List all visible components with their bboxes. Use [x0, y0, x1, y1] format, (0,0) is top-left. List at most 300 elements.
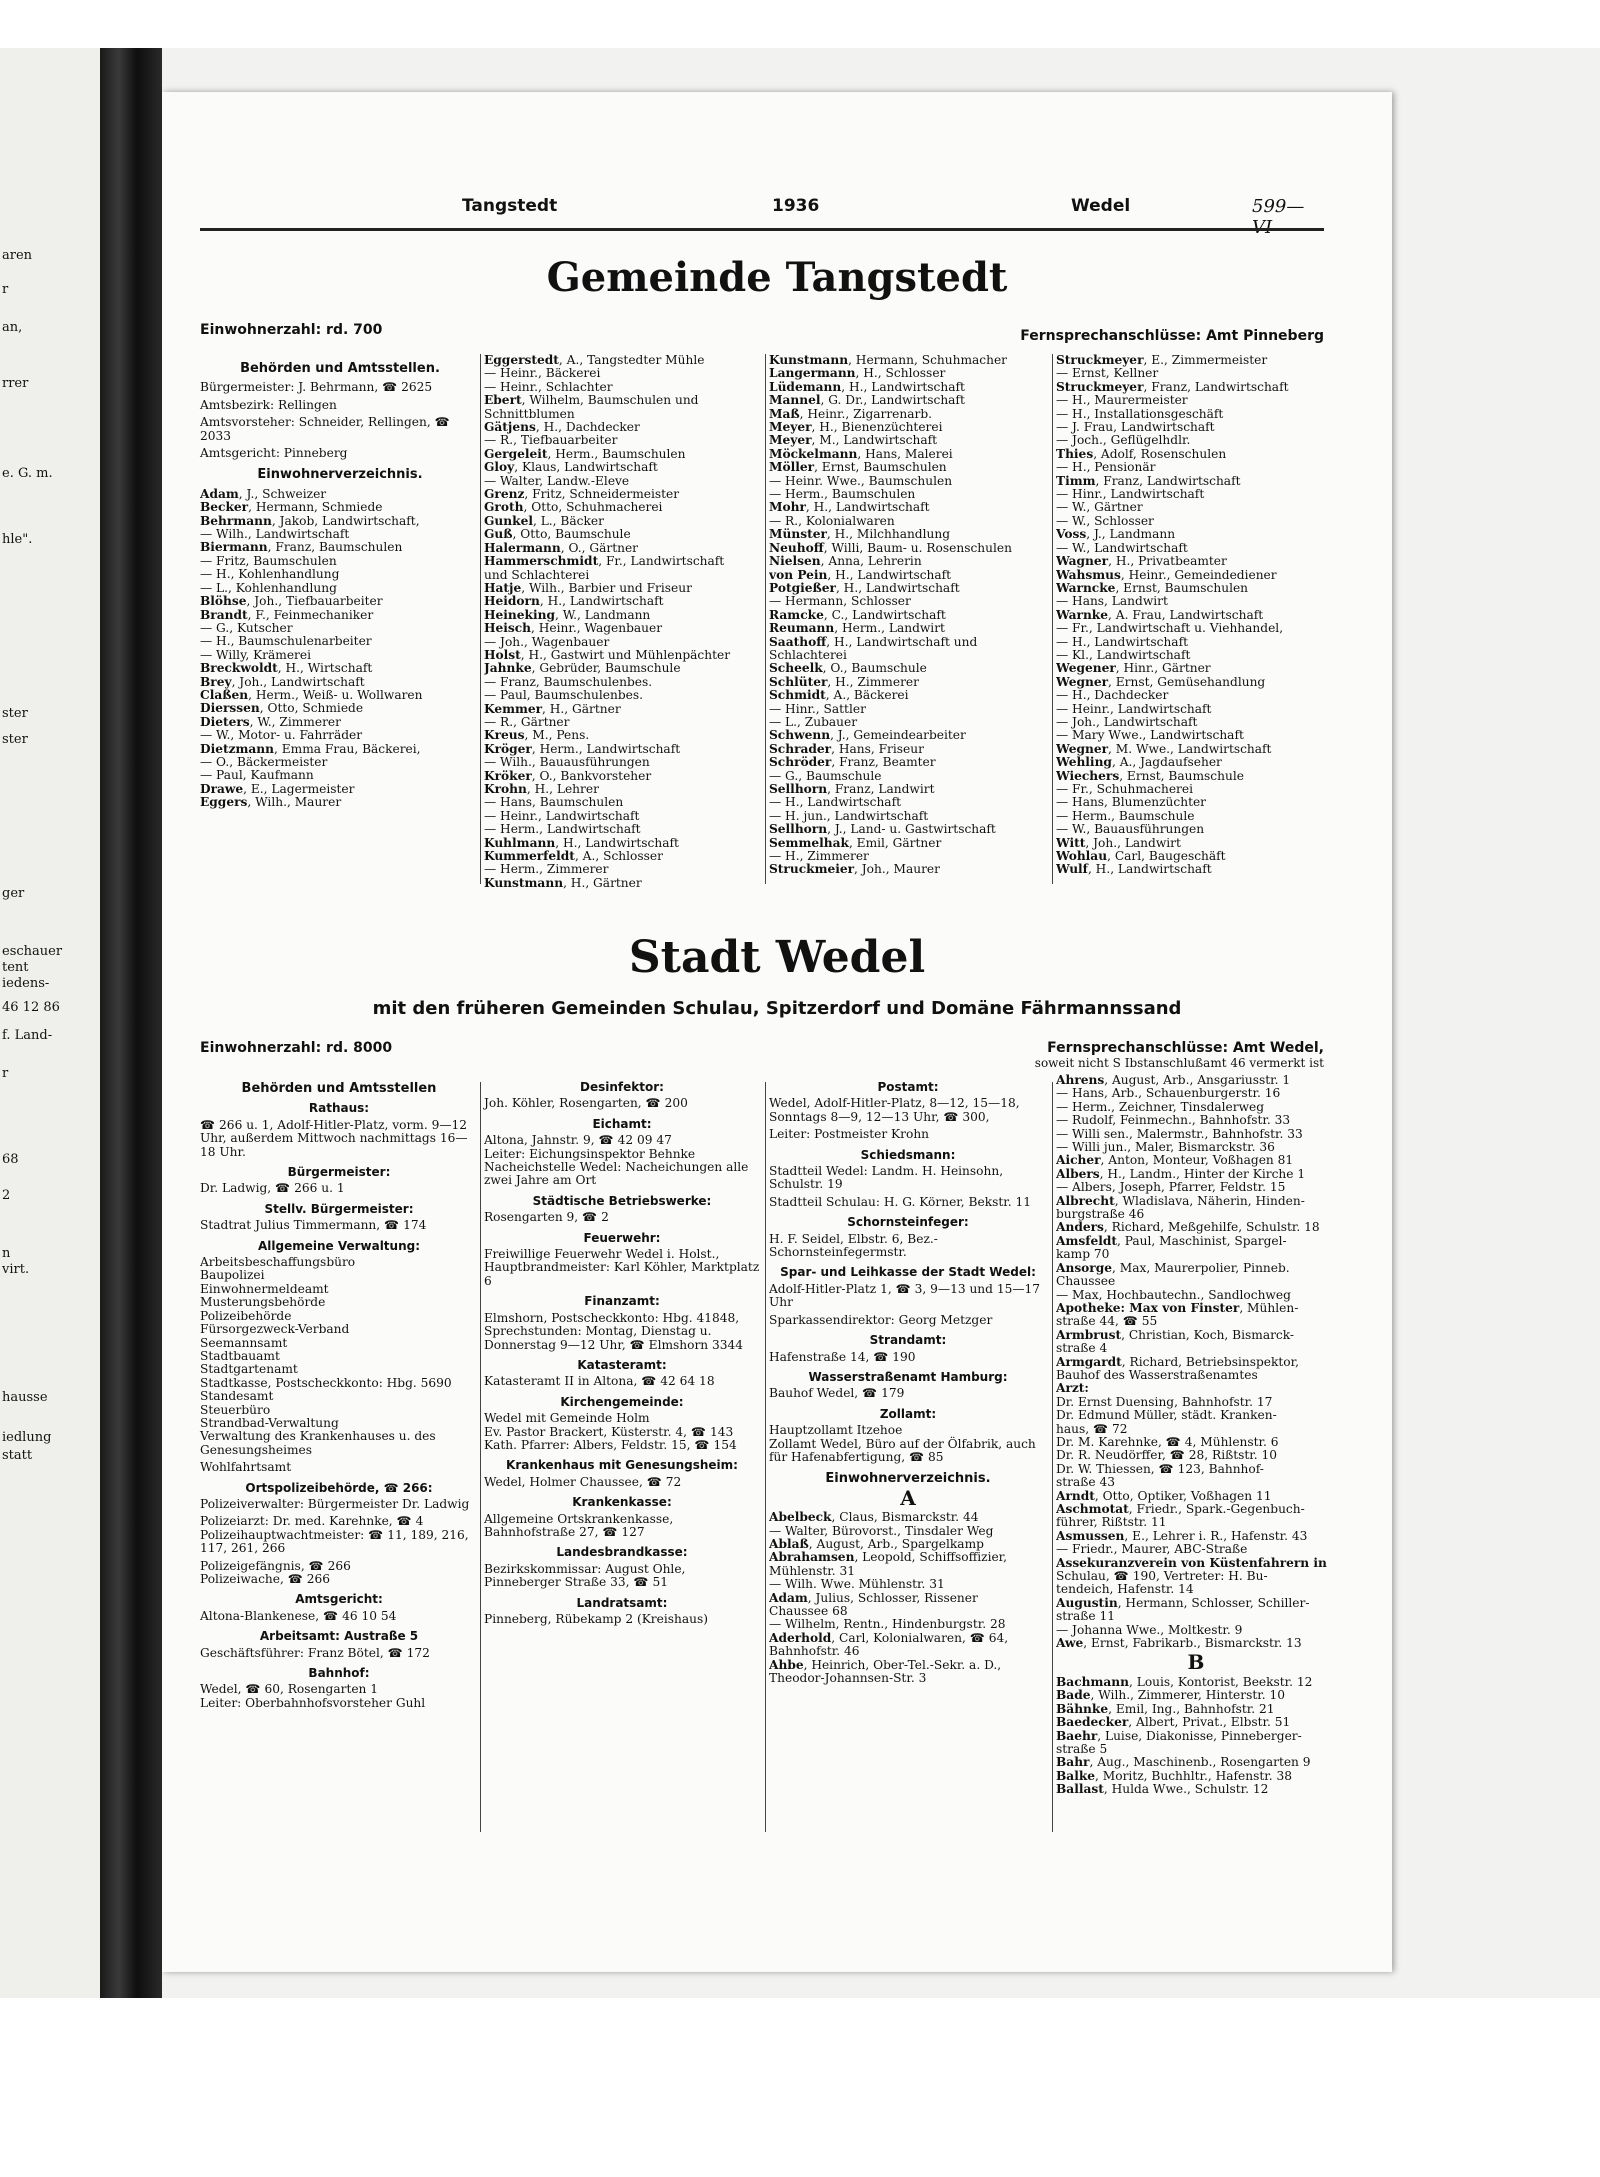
wedel-line: Musterungsbehörde: [200, 1296, 326, 1310]
tangstedt-entry: Eggerstedt, A., Tangstedter Mühle: [484, 354, 705, 367]
wedel-entry: Bahr, Aug., Maschinenb., Rosengarten 9: [1056, 1756, 1311, 1770]
wedel-entry: Anders, Richard, Meßgehilfe, Schulstr. 18: [1056, 1221, 1320, 1235]
wedel-entry: Dr. W. Thiessen, ☎ 123, Bahnhof-: [1056, 1462, 1264, 1476]
wedel-entry: Awe, Ernst, Fabrikarb., Bismarckstr. 13: [1056, 1637, 1302, 1651]
wedel-entry: — Hans, Arb., Schauenburgerstr. 16: [1056, 1087, 1281, 1101]
tangstedt-entry: Schwenn, J., Gemeindearbeiter: [769, 729, 966, 743]
tangstedt-title: Gemeinde Tangstedt: [546, 254, 1008, 301]
tangstedt-entry: Schlachterei: [769, 648, 847, 662]
wedel-subheading: Rathaus:: [308, 1101, 370, 1116]
tangstedt-entry: Brey, Joh., Landwirtschaft: [200, 675, 365, 689]
tangstedt-entry: — Heinr., Schlachter: [484, 380, 613, 394]
tangstedt-entry: — W., Motor- u. Fahrräder: [200, 729, 363, 743]
wedel-line: Standesamt: [200, 1390, 274, 1404]
tangstedt-entry: Eggers, Wilh., Maurer: [200, 796, 342, 810]
wedel-entry: Ansorge, Max, Maurerpolier, Pinneb.: [1056, 1261, 1290, 1275]
wedel-subheading: Kirchengemeinde:: [560, 1394, 684, 1409]
wedel-line: Kath. Pfarrer: Albers, Feldstr. 15, ☎ 154: [484, 1438, 737, 1452]
tangstedt-entry: — W., Gärtner: [1056, 501, 1143, 515]
wedel-entry: Ballast, Hulda Wwe., Schulstr. 12: [1056, 1783, 1269, 1797]
wedel-letter-heading: A: [900, 1485, 916, 1510]
tangstedt-entry: Krohn, H., Lehrer: [484, 783, 599, 796]
wedel-paragraph: Hafenstraße 14, ☎ 190: [769, 1349, 916, 1364]
page-number: 599—: [1252, 196, 1305, 217]
tangstedt-entry: Schrader, Hans, Friseur: [769, 742, 924, 756]
previous-page-text: an,: [2, 320, 23, 335]
wedel-entry: Chaussee 68: [769, 1605, 848, 1618]
wedel-subheading: Postamt:: [877, 1080, 939, 1094]
tangstedt-paragraph: Amtsvorsteher: Schneider, Rellingen, ☎ 2033: [200, 415, 450, 443]
previous-page-text: ster: [2, 732, 28, 747]
column-divider: [765, 354, 766, 884]
tangstedt-entry: Jahnke, Gebrüder, Baumschule: [484, 662, 681, 676]
wedel-line: Altona, Jahnstr. 9, ☎ 42 09 47: [484, 1134, 672, 1148]
wedel-paragraph: Freiwillige Feuerwehr Wedel i. Holst., Hauptbrandmeister: Karl Köhler, Marktplatz 6: [484, 1247, 760, 1288]
previous-page-text: f. Land-: [2, 1028, 53, 1043]
tangstedt-entry: Ramcke, C., Landwirtschaft: [769, 608, 946, 622]
tangstedt-entry: — Ernst, Kellner: [1056, 367, 1159, 381]
tangstedt-entry: Kröker, O., Bankvorsteher: [484, 769, 652, 783]
tangstedt-entry: Hatje, Wilh., Barbier und Friseur: [484, 581, 692, 595]
tangstedt-entry: Kreus, M., Pens.: [484, 729, 590, 743]
wedel-subheading: Finanzamt:: [584, 1294, 660, 1309]
tangstedt-entry: Saathoff, H., Landwirtschaft und: [769, 635, 978, 649]
tangstedt-entry: — Fr., Landwirtschaft u. Viehhandel,: [1056, 622, 1284, 636]
tangstedt-column-2: [484, 354, 762, 890]
wedel-entry: — Willi jun., Maler, Bismarckstr. 36: [1056, 1141, 1275, 1155]
tangstedt-entry: — H., Dachdecker: [1056, 689, 1169, 703]
tangstedt-entry: — Paul, Kaufmann: [200, 769, 314, 783]
wedel-entry: — Friedr., Maurer, ABC-Straße: [1056, 1543, 1248, 1557]
tangstedt-entry: Dietzmann, Emma Frau, Bäckerei,: [200, 742, 421, 756]
tangstedt-entry: und Schlachterei: [484, 568, 590, 582]
tangstedt-entry: Biermann, Franz, Baumschulen: [200, 541, 403, 555]
wedel-line: Leiter: Postmeister Krohn: [769, 1128, 930, 1142]
tangstedt-entry: Kummerfeldt, A., Schlosser: [484, 850, 663, 864]
wedel-line: Steuerbüro: [200, 1403, 271, 1417]
previous-page-text: ger: [2, 886, 25, 901]
wedel-entry: — Walter, Bürovorst., Tinsdaler Weg: [769, 1524, 994, 1538]
previous-page-text: hausse: [2, 1390, 48, 1405]
tangstedt-entry: — R., Tiefbauarbeiter: [484, 434, 618, 448]
previous-page-text: 68: [2, 1152, 19, 1167]
tangstedt-entry: Heidorn, H., Landwirtschaft: [484, 595, 664, 609]
tangstedt-entry: — H., Zimmerer: [769, 850, 869, 864]
tangstedt-entry: — Willy, Krämerei: [200, 648, 311, 662]
previous-page-text: 46 12 86: [2, 1000, 60, 1015]
tangstedt-entry: Thies, Adolf, Rosenschulen: [1056, 447, 1227, 461]
tangstedt-entry: Sellhorn, Franz, Landwirt: [769, 783, 935, 796]
wedel-paragraph: Bauhof Wedel, ☎ 179: [769, 1386, 905, 1401]
previous-page-text: eschauer: [2, 944, 63, 959]
wedel-entry: — Wilh. Wwe. Mühlenstr. 31: [769, 1578, 945, 1592]
tangstedt-entry: Hammerschmidt, Fr., Landwirtschaft: [484, 555, 725, 569]
tangstedt-entry: Schnittblumen: [484, 407, 575, 421]
tangstedt-entry: — J. Frau, Landwirtschaft: [1056, 421, 1215, 435]
wedel-line: Pinneberg, Rübekamp 2 (Kreishaus): [484, 1613, 708, 1626]
column-divider: [1052, 354, 1053, 884]
tangstedt-entry: — Joh., Wagenbauer: [484, 635, 610, 649]
wedel-entry: Theodor-Johannsen-Str. 3: [769, 1672, 927, 1686]
wedel-entry: straße 11: [1056, 1610, 1115, 1624]
wedel-entry: Albers, H., Landm., Hinter der Kirche 1: [1056, 1167, 1306, 1181]
column-divider: [1052, 1082, 1053, 1832]
tangstedt-entry: Struckmeyer, Franz, Landwirtschaft: [1056, 380, 1289, 394]
tangstedt-entry: — O., Bäckermeister: [200, 755, 328, 769]
tangstedt-entry: — Hinr., Sattler: [769, 702, 866, 716]
tangstedt-entry: — H., Maurermeister: [1056, 394, 1188, 408]
tangstedt-entry: Adam, J., Schweizer: [200, 487, 327, 501]
wedel-phone-note: soweit nicht S Ibstanschlußamt 46 vermerkt ist: [1034, 1056, 1324, 1070]
tangstedt-entry: — W., Landwirtschaft: [1056, 541, 1188, 555]
wedel-column-1: [200, 1074, 478, 1710]
tangstedt-entry: Kröger, Herm., Landwirtschaft: [484, 742, 681, 756]
tangstedt-entry: — Heinr., Landwirtschaft: [484, 809, 640, 823]
tangstedt-entry: — Joh., Landwirtschaft: [1056, 715, 1198, 729]
tangstedt-entry: Maß, Heinr., Zigarrenarb.: [769, 407, 933, 421]
tangstedt-entry: Gloy, Klaus, Landwirtschaft: [484, 461, 658, 475]
tangstedt-entry: — Heinr., Landwirtschaft: [1056, 702, 1212, 716]
previous-page-text: r: [2, 282, 9, 297]
wedel-entry: Ahbe, Heinrich, Ober-Tel.-Sekr. a. D.,: [769, 1658, 1002, 1672]
wedel-entry: straße 44, ☎ 55: [1056, 1315, 1158, 1329]
wedel-entry: Ablaß, August, Arb., Spargelkamp: [769, 1537, 984, 1551]
wedel-subheading: Eichamt:: [592, 1116, 652, 1131]
tangstedt-entry: Gätjens, H., Dachdecker: [484, 421, 640, 435]
tangstedt-entry: Neuhoff, Willi, Baum- u. Rosenschulen: [769, 541, 1012, 555]
header-rule: [200, 228, 1324, 231]
wedel-entry: Arzt:: [1056, 1382, 1089, 1396]
tangstedt-entry: Möller, Ernst, Baumschulen: [769, 461, 947, 475]
wedel-line: Seemannsamt: [200, 1336, 288, 1350]
tangstedt-phone: Fernsprechanschlüsse: Amt Pinneberg: [1020, 328, 1324, 344]
tangstedt-entry: — L., Zubauer: [769, 715, 858, 729]
wedel-subheading: Wasserstraßenamt Hamburg:: [808, 1369, 1008, 1384]
tangstedt-entry: Halermann, O., Gärtner: [484, 541, 638, 555]
wedel-paragraph: Dr. Ladwig, ☎ 266 u. 1: [200, 1181, 345, 1196]
wedel-entry: Dr. Edmund Müller, städt. Kranken-: [1056, 1409, 1277, 1423]
tangstedt-entry: Wegener, Hinr., Gärtner: [1056, 662, 1211, 676]
tangstedt-entry: Dierssen, Otto, Schmiede: [200, 702, 364, 716]
tangstedt-entry: — Fritz, Baumschulen: [200, 554, 337, 568]
previous-page-text: 2: [2, 1188, 11, 1203]
wedel-subheading: Allgemeine Verwaltung:: [257, 1238, 421, 1253]
wedel-population: Einwohnerzahl: rd. 8000: [200, 1040, 393, 1056]
wedel-subheading: Ortspolizeibehörde, ☎ 266:: [245, 1480, 433, 1495]
wedel-entry: Dr. R. Neudörffer, ☎ 28, Rißtstr. 10: [1056, 1449, 1278, 1463]
tangstedt-entry: Wiechers, Ernst, Baumschule: [1056, 769, 1244, 783]
tangstedt-entry: — Heinr. Wwe., Baumschulen: [769, 474, 953, 488]
wedel-paragraph: Stadtrat Julius Timmermann, ☎ 174: [200, 1218, 427, 1233]
wedel-entry: Balke, Moritz, Buchhltr., Hafenstr. 38: [1056, 1769, 1292, 1783]
tangstedt-entry: Becker, Hermann, Schmiede: [200, 501, 383, 515]
wedel-subtitle: mit den früheren Gemeinden Schulau, Spitzerdorf und Domäne Fährmannssand: [372, 998, 1182, 1019]
header-year: 1936: [772, 196, 820, 216]
tangstedt-entry: Timm, Franz, Landwirtschaft: [1056, 474, 1241, 488]
tangstedt-entry: — Walter, Landw.-Eleve: [484, 474, 630, 488]
wedel-entry: tendeich, Hafenstr. 14: [1056, 1583, 1194, 1597]
wedel-paragraph: Stadtteil Schulau: H. G. Körner, Bekstr. 11: [769, 1194, 1031, 1209]
wedel-entry: Albrecht, Wladislava, Näherin, Hinden-: [1056, 1194, 1305, 1208]
tangstedt-entry: Langermann, H., Schlosser: [769, 367, 946, 381]
wedel-entry: — Rudolf, Feinmechn., Bahnhofstr. 33: [1056, 1114, 1291, 1128]
wedel-entry: Aschmotat, Friedr., Spark.-Gegenbuch-: [1056, 1503, 1305, 1516]
wedel-entry: Armbrust, Christian, Koch, Bismarck-: [1056, 1328, 1295, 1342]
wedel-line: Polizeibehörde: [200, 1309, 292, 1323]
tangstedt-entry: Möckelmann, Hans, Malerei: [769, 447, 953, 461]
tangstedt-entry: Dieters, W., Zimmerer: [200, 715, 341, 729]
tangstedt-entry: Lüdemann, H., Landwirtschaft: [769, 380, 965, 394]
wedel-entry: Armgardt, Richard, Betriebsinspektor,: [1056, 1355, 1299, 1369]
tangstedt-entry: Struckmeier, Joh., Maurer: [769, 863, 940, 877]
wedel-subheading: Desinfektor:: [580, 1080, 664, 1094]
tangstedt-entry: — Herm., Zimmerer: [484, 863, 609, 877]
tangstedt-entry: Wegner, M. Wwe., Landwirtschaft: [1056, 742, 1272, 756]
tangstedt-entry: — Hans, Landwirt: [1056, 595, 1168, 609]
tangstedt-entry: Warnke, A. Frau, Landwirtschaft: [1056, 608, 1264, 622]
tangstedt-entry: Nielsen, Anna, Lehrerin: [769, 555, 922, 569]
wedel-line: Stadtkasse, Postscheckkonto: Hbg. 5690: [200, 1376, 452, 1390]
tangstedt-entry: Semmelhak, Emil, Gärtner: [769, 836, 942, 850]
tangstedt-entry: Wegner, Ernst, Gemüsehandlung: [1056, 675, 1266, 689]
column-divider: [480, 1082, 481, 1832]
wedel-line: Arbeitsbeschaffungsbüro: [200, 1256, 356, 1270]
tangstedt-entry: Ebert, Wilhelm, Baumschulen und: [484, 394, 699, 408]
tangstedt-entry: — Franz, Baumschulenbes.: [484, 675, 653, 689]
wedel-subheading: Schornsteinfeger:: [847, 1215, 969, 1230]
tangstedt-entry: Schlüter, H., Zimmerer: [769, 675, 919, 689]
wedel-title: Stadt Wedel: [628, 932, 926, 983]
wedel-line: Fürsorgezweck-Verband: [200, 1323, 350, 1337]
tangstedt-entry: — H., Baumschulenarbeiter: [200, 635, 372, 649]
wedel-entry: Asmussen, E., Lehrer i. R., Hafenstr. 43: [1056, 1529, 1308, 1543]
tangstedt-entry: — Hermann, Schlosser: [769, 595, 911, 609]
previous-page-text: statt: [2, 1448, 33, 1463]
wedel-entry: — Herm., Zeichner, Tinsdalerweg: [1056, 1100, 1265, 1114]
tangstedt-entry: Schröder, Franz, Beamter: [769, 756, 936, 770]
previous-page-text: e. G. m.: [2, 466, 53, 481]
wedel-paragraph: Nacheichstelle Wedel: Nacheichungen alle zwei Jahre am Ort: [484, 1160, 749, 1188]
wedel-line: Polizeiwache, ☎ 266: [200, 1573, 331, 1586]
wedel-column-2: [484, 1074, 760, 1626]
wedel-column-3: [769, 1074, 1047, 1685]
wedel-paragraph: Allgemeine Ortskrankenkasse, Bahnhofstraße 27, ☎ 127: [484, 1511, 674, 1539]
wedel-paragraph: Wedel, Holmer Chaussee, ☎ 72: [484, 1474, 682, 1489]
tangstedt-entry: Witt, Joh., Landwirt: [1056, 836, 1181, 850]
wedel-entry: — Willi sen., Malermstr., Bahnhofstr. 33: [1056, 1127, 1303, 1141]
tangstedt-entry: Wagner, H., Privatbeamter: [1056, 555, 1227, 569]
wedel-line: Wedel, ☎ 60, Rosengarten 1: [200, 1683, 379, 1697]
previous-page-text: hle".: [2, 532, 33, 547]
previous-page-text: n: [2, 1246, 11, 1261]
wedel-paragraph: Geschäftsführer: Franz Bötel, ☎ 172: [200, 1645, 430, 1660]
wedel-paragraph: ☎ 266 u. 1, Adolf-Hitler-Platz, vorm. 9—12 Uhr, außerdem Mittwoch nachmittags 16—18 Uhr.: [200, 1117, 468, 1159]
wedel-entry: — Albers, Joseph, Pfarrer, Feldstr. 15: [1056, 1181, 1286, 1195]
tangstedt-entry: — R., Gärtner: [484, 715, 570, 729]
wedel-entry: Bähnke, Emil, Ing., Bahnhofstr. 21: [1056, 1702, 1275, 1716]
wedel-subheading: Krankenkasse:: [572, 1495, 672, 1510]
wedel-entry: — Johanna Wwe., Moltkestr. 9: [1056, 1623, 1243, 1637]
tangstedt-column-3: [769, 354, 1049, 877]
tangstedt-entry: Gergeleit, Herm., Baumschulen: [484, 447, 686, 461]
previous-page-text: rrer: [2, 376, 29, 391]
wedel-phone: Fernsprechanschlüsse: Amt Wedel,: [1047, 1040, 1324, 1056]
previous-page-text: virt.: [2, 1262, 30, 1277]
tangstedt-entry: Potgießer, H., Landwirtschaft: [769, 581, 960, 595]
tangstedt-entry: Voss, J., Landmann: [1056, 528, 1176, 542]
wedel-paragraph: Katasteramt II in Altona, ☎ 42 64 18: [484, 1374, 715, 1389]
wedel-paragraph: Elmshorn, Postscheckkonto: Hbg. 41848, Sprechstunden: Montag, Dienstag u. Donnerstag 9—12 Uhr, ☎ Elmshorn 3344: [484, 1310, 744, 1352]
wedel-entry: kamp 70: [1056, 1248, 1110, 1262]
tangstedt-entry: Münster, H., Milchhandlung: [769, 528, 951, 542]
wedel-subheading: Strandamt:: [869, 1333, 947, 1348]
wedel-line: Einwohnermeldeamt: [200, 1282, 329, 1296]
tangstedt-entry: Kunstmann, Hermann, Schuhmacher: [769, 354, 1008, 367]
book-spine: [100, 48, 162, 1998]
wedel-entry: Arndt, Otto, Optiker, Voßhagen 11: [1056, 1489, 1272, 1503]
wedel-entry: Dr. Ernst Duensing, Bahnhofstr. 17: [1056, 1395, 1273, 1409]
wedel-entry: Bade, Wilh., Zimmerer, Hinterstr. 10: [1056, 1689, 1285, 1703]
wedel-line: Sparkassendirektor: Georg Metzger: [769, 1313, 993, 1327]
tangstedt-entry: Kuhlmann, H., Landwirtschaft: [484, 836, 679, 850]
wedel-paragraph: Altona-Blankenese, ☎ 46 10 54: [200, 1608, 397, 1623]
tangstedt-entry: Wohlau, Carl, Baugeschäft: [1056, 850, 1226, 864]
tangstedt-entry: Mannel, G. Dr., Landwirtschaft: [769, 394, 965, 408]
header-left: Tangstedt: [462, 196, 558, 216]
wedel-line: Stadtgartenamt: [200, 1363, 298, 1377]
tangstedt-entry: — Herm., Baumschule: [1056, 809, 1195, 823]
tangstedt-entry: Claßen, Herm., Weiß- u. Wollwaren: [200, 688, 423, 702]
wedel-subheading: Landratsamt:: [576, 1595, 668, 1610]
tangstedt-entry: Heisch, Heinr., Wagenbauer: [484, 622, 663, 636]
wedel-entry: Baehr, Luise, Diakonisse, Pinneberger-: [1056, 1729, 1302, 1743]
wedel-entry: Abelbeck, Claus, Bismarckstr. 44: [769, 1511, 979, 1525]
wedel-entry: Baedecker, Albert, Privat., Elbstr. 51: [1056, 1716, 1291, 1730]
wedel-subheading: Städtische Betriebswerke:: [532, 1193, 712, 1208]
wedel-paragraph: Verwaltung des Krankenhauses u. des Genesungsheimes: [200, 1429, 436, 1457]
previous-page-text: r: [2, 1066, 9, 1081]
tangstedt-entry: — Herm., Baumschulen: [769, 488, 916, 502]
wedel-subheading: Feuerwehr:: [583, 1230, 661, 1245]
tangstedt-entry: Mohr, H., Landwirtschaft: [769, 501, 930, 515]
tangstedt-paragraph: Amtsgericht: Pinneberg: [200, 446, 348, 461]
wedel-line: Hauptzollamt Itzehoe: [769, 1424, 903, 1438]
wedel-entry: Amsfeldt, Paul, Maschinist, Spargel-: [1056, 1234, 1287, 1248]
tangstedt-entry: — W., Schlosser: [1056, 514, 1154, 528]
tangstedt-entry: Struckmeyer, E., Zimmermeister: [1056, 354, 1268, 367]
wedel-subheading: Arbeitsamt: Austraße 5: [259, 1629, 419, 1644]
wedel-paragraph: Bezirkskommissar: August Ohle, Pinneberger Straße 33, ☎ 51: [484, 1561, 686, 1590]
tangstedt-entry: Wulf, H., Landwirtschaft: [1056, 863, 1212, 877]
tangstedt-entry: — G., Kutscher: [200, 621, 293, 635]
wedel-line: Leiter: Oberbahnhofsvorsteher Guhl: [200, 1696, 426, 1710]
wedel-subheading: Amtsgericht:: [295, 1592, 383, 1607]
tangstedt-entry: — Mary Wwe., Landwirtschaft: [1056, 729, 1244, 743]
tangstedt-entry: — Joch., Geflügelhdlr.: [1056, 434, 1191, 448]
tangstedt-entry: Holst, H., Gastwirt und Mühlenpächter: [484, 648, 731, 662]
wedel-entry: — Wilhelm, Rentn., Hindenburgstr. 28: [769, 1618, 1006, 1632]
wedel-subheading: Krankenhaus mit Genesungsheim:: [506, 1458, 738, 1473]
tangstedt-entry: — Herm., Landwirtschaft: [484, 823, 641, 837]
wedel-line: Wohlfahrtsamt: [200, 1461, 292, 1475]
tangstedt-entry: — Wilh., Bauausführungen: [484, 756, 650, 770]
wedel-line: Polizeigefängnis, ☎ 266: [200, 1559, 351, 1573]
wedel-paragraph: H. F. Seidel, Elbstr. 6, Bez.-Schornsteinfegermstr.: [769, 1231, 938, 1260]
previous-page-text: iedlung: [2, 1430, 52, 1445]
wedel-entry: straße 43: [1056, 1476, 1115, 1490]
wedel-paragraph: Wedel, Adolf-Hitler-Platz, 8—12, 15—18, Sonntags 8—9, 12—13 Uhr, ☎ 300,: [769, 1096, 1020, 1124]
wedel-line: Polizeiarzt: Dr. med. Karehnke, ☎ 4: [200, 1515, 424, 1529]
wedel-entry: Aicher, Anton, Monteur, Voßhagen 81: [1056, 1154, 1294, 1168]
wedel-entry: Bachmann, Louis, Kontorist, Beekstr. 12: [1056, 1675, 1313, 1689]
tangstedt-entry: — Kl., Landwirtschaft: [1056, 648, 1191, 662]
wedel-entry: straße 5: [1056, 1742, 1108, 1756]
wedel-paragraph: Zollamt Wedel, Büro auf der Ölfabrik, auch für Hafenabfertigung, ☎ 85: [769, 1436, 1036, 1464]
tangstedt-entry: — L., Kohlenhandlung: [200, 581, 337, 595]
tangstedt-entry: Meyer, H., Bienenzüchterei: [769, 421, 943, 435]
tangstedt-entry: Wehling, A., Jagdaufseher: [1056, 756, 1222, 770]
tangstedt-column-4: [1056, 354, 1336, 877]
wedel-line: Leiter: Eichungsinspektor Behnke: [484, 1147, 696, 1161]
tangstedt-entry: Meyer, M., Landwirtschaft: [769, 434, 938, 448]
wedel-paragraph: Polizeihauptwachtmeister: ☎ 11, 189, 216, 117, 261, 266: [200, 1527, 469, 1556]
tangstedt-entry: — H., Pensionär: [1056, 461, 1156, 475]
tangstedt-entry: — R., Kolonialwaren: [769, 514, 895, 528]
tangstedt-entry: — W., Bauausführungen: [1056, 823, 1205, 837]
previous-page-text: iedens-: [2, 976, 50, 991]
wedel-paragraph: Adolf-Hitler-Platz 1, ☎ 3, 9—13 und 15—17 Uhr: [769, 1281, 1041, 1310]
tangstedt-column-1: [200, 354, 480, 810]
wedel-entry: Augustin, Hermann, Schlosser, Schiller-: [1056, 1596, 1310, 1610]
wedel-subheading: Spar- und Leihkasse der Stadt Wedel:: [780, 1265, 1036, 1280]
tangstedt-section-heading: Behörden und Amtsstellen.: [240, 361, 440, 376]
tangstedt-entry: Drawe, E., Lagermeister: [200, 782, 355, 796]
tangstedt-entry: Kunstmann, H., Gärtner: [484, 876, 642, 890]
document-page: [162, 92, 1392, 1972]
tangstedt-entry: — H., Kohlenhandlung: [200, 568, 340, 582]
wedel-entry: straße 4: [1056, 1342, 1108, 1356]
wedel-entry: Schulau, ☎ 190, Vertreter: H. Bu-: [1056, 1570, 1268, 1584]
column-divider: [765, 1082, 766, 1832]
tangstedt-entry: Guß, Otto, Baumschule: [484, 528, 631, 542]
wedel-entry: Abrahamsen, Leopold, Schiffsoffizier,: [769, 1551, 1008, 1565]
tangstedt-entry: Warncke, Ernst, Baumschulen: [1056, 581, 1249, 595]
wedel-section-heading: Behörden und Amtsstellen: [241, 1081, 437, 1096]
wedel-entry: Assekuranzverein von Küstenfahrern in: [1056, 1556, 1327, 1570]
previous-page-text: tent: [2, 960, 29, 975]
wedel-line: Ev. Pastor Brackert, Küsterstr. 4, ☎ 143: [484, 1425, 734, 1439]
wedel-subheading: Bahnhof:: [308, 1666, 370, 1681]
wedel-entry: Chaussee: [1056, 1275, 1116, 1289]
previous-page-text: aren: [2, 248, 33, 263]
wedel-line: Stadtbauamt: [200, 1349, 280, 1363]
tangstedt-entry: — Wilh., Landwirtschaft: [200, 528, 350, 542]
tangstedt-entry: Behrmann, Jakob, Landwirtschaft,: [200, 514, 420, 528]
wedel-entry: führer, Rißtstr. 11: [1056, 1516, 1167, 1530]
wedel-entry: Ahrens, August, Arb., Ansgariusstr. 1: [1056, 1074, 1291, 1087]
wedel-entry: Dr. M. Karehnke, ☎ 4, Mühlenstr. 6: [1056, 1435, 1279, 1449]
tangstedt-entry: Brandt, F., Feinmechaniker: [200, 608, 374, 622]
wedel-subheading: Zollamt:: [879, 1406, 937, 1421]
header-right: Wedel: [1071, 196, 1131, 216]
column-divider: [480, 354, 481, 884]
wedel-letter-heading: B: [1187, 1650, 1205, 1675]
tangstedt-entry: — H., Installationsgeschäft: [1056, 407, 1224, 421]
wedel-entry: Adam, Julius, Schlosser, Rissener: [769, 1591, 978, 1605]
wedel-subheading: Katasteramt:: [577, 1357, 667, 1372]
wedel-paragraph: Joh. Köhler, Rosengarten, ☎ 200: [484, 1096, 688, 1111]
tangstedt-entry: — Hinr., Landwirtschaft: [1056, 488, 1205, 502]
